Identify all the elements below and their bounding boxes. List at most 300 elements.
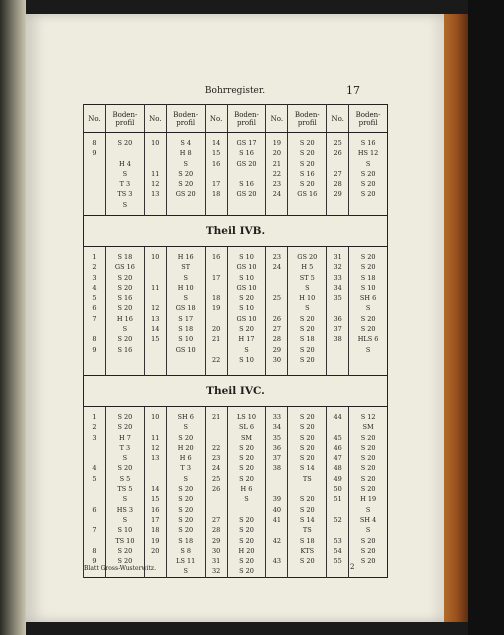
- borehole-number: 44: [333, 413, 342, 421]
- soil-profile: S 10: [360, 283, 376, 292]
- profile-column: [106, 247, 145, 376]
- borehole-number: [206, 283, 227, 293]
- soil-profile: HS 3: [116, 505, 134, 514]
- soil-profile: S 20: [117, 273, 133, 282]
- profile-column: [106, 133, 145, 216]
- number-column: [205, 407, 227, 578]
- borehole-number: 28: [211, 526, 221, 535]
- borehole-number: 34: [272, 423, 282, 432]
- borehole-number: 51: [333, 495, 342, 504]
- borehole-number: 36: [333, 314, 342, 323]
- soil-profile: S 20: [360, 464, 376, 473]
- borehole-number: [266, 484, 287, 494]
- soil-profile: S 20: [299, 149, 315, 158]
- soil-profile: S 12: [360, 413, 376, 421]
- block-row: [84, 247, 388, 376]
- borehole-number: 1: [92, 253, 97, 261]
- soil-profile: S: [122, 495, 128, 504]
- borehole-number: 28: [272, 335, 282, 344]
- soil-profile: S: [365, 345, 371, 354]
- borehole-number: 10: [151, 139, 160, 147]
- borehole-number: [266, 283, 287, 293]
- soil-profile: GS 16: [114, 263, 135, 272]
- soil-profile: S: [122, 515, 128, 524]
- soil-profile: S 20: [239, 567, 254, 576]
- soil-profile: S 20: [299, 314, 315, 323]
- borehole-number: [206, 422, 227, 432]
- borehole-number: 26: [211, 485, 221, 494]
- soil-profile: S 20: [178, 526, 194, 535]
- soil-profile: S: [244, 345, 249, 354]
- soil-profile: S 20: [360, 443, 376, 452]
- borehole-number: [206, 345, 227, 355]
- borehole-number: 52: [333, 515, 342, 524]
- soil-profile: S 20: [299, 495, 315, 504]
- soil-profile: S 14: [299, 515, 315, 524]
- soil-profile: GS 18: [175, 304, 196, 313]
- soil-profile: T 3: [119, 443, 131, 452]
- borehole-number: 15: [211, 149, 221, 158]
- borehole-number: 26: [272, 314, 282, 323]
- borehole-number: 18: [151, 526, 160, 535]
- running-title: Bohrregister.: [204, 86, 266, 96]
- borehole-number: 6: [92, 505, 97, 514]
- soil-profile: S 10: [178, 335, 194, 344]
- borehole-number: 48: [333, 464, 342, 473]
- borehole-number: 5: [92, 474, 97, 483]
- borehole-number: 25: [333, 139, 342, 147]
- borehole-number: [84, 324, 105, 334]
- borehole-number: [145, 474, 166, 484]
- soil-profile: S 20: [299, 413, 315, 421]
- borehole-number: 18: [211, 294, 221, 303]
- soil-profile: S: [122, 454, 128, 463]
- borehole-number: 11: [151, 433, 160, 442]
- number-column: [327, 133, 349, 216]
- borehole-number: [327, 422, 348, 432]
- borehole-number: 42: [272, 536, 282, 545]
- book-page: [26, 14, 444, 622]
- soil-profile: H 4: [118, 159, 131, 168]
- soil-profile: S 20: [239, 557, 254, 566]
- profile-column: [227, 407, 266, 578]
- soil-profile: [106, 148, 144, 158]
- borehole-number: 37: [333, 325, 342, 334]
- soil-profile: S 20: [360, 253, 376, 261]
- number-column: [144, 133, 166, 216]
- number-column: [84, 133, 106, 216]
- soil-profile: S: [183, 273, 188, 282]
- soil-profile: S 20: [299, 505, 315, 514]
- borehole-number: 24: [272, 190, 282, 199]
- soil-profile: S 20: [299, 180, 315, 189]
- profile-column: [166, 133, 205, 216]
- table-header-row: [84, 105, 388, 133]
- soil-profile: GS 10: [236, 263, 257, 272]
- borehole-number: 19: [272, 139, 282, 147]
- soil-profile: S 20: [117, 464, 133, 473]
- soil-profile: S 16: [299, 169, 315, 178]
- soil-profile: SL 6: [239, 423, 254, 432]
- borehole-number: 15: [151, 495, 160, 504]
- soil-profile: S 20: [360, 314, 376, 323]
- borehole-number: 19: [211, 304, 221, 313]
- soil-profile: GS 10: [175, 345, 196, 354]
- soil-profile: S: [365, 304, 371, 313]
- soil-profile: SH 6: [359, 294, 377, 303]
- soil-profile: S 20: [360, 485, 376, 494]
- background: [468, 0, 504, 635]
- borehole-number: 27: [333, 169, 342, 178]
- borehole-number: 14: [151, 325, 160, 334]
- borehole-number: 23: [211, 454, 221, 463]
- soil-profile: S 16: [239, 180, 254, 189]
- soil-profile: S 20: [299, 443, 315, 452]
- profile-column: [288, 247, 327, 376]
- number-column: [205, 247, 227, 376]
- soil-profile: S: [365, 526, 371, 535]
- soil-profile: S 20: [239, 454, 254, 463]
- borehole-number: 2: [92, 263, 97, 272]
- borehole-number: 10: [151, 253, 160, 261]
- soil-profile: S 18: [117, 253, 133, 261]
- borehole-number: 34: [333, 283, 342, 292]
- soil-profile: S 20: [360, 536, 376, 545]
- soil-profile: S 16: [360, 139, 376, 147]
- borehole-number: [206, 505, 227, 515]
- soil-profile: S 20: [360, 454, 376, 463]
- soil-profile: S 8: [180, 546, 192, 555]
- borehole-number: 30: [272, 355, 282, 364]
- borehole-number: 37: [272, 454, 282, 463]
- signature-number: 2: [350, 563, 355, 571]
- borehole-number: 33: [333, 273, 342, 282]
- soil-profile: S 20: [299, 139, 315, 147]
- borehole-number: 23: [272, 253, 282, 261]
- soil-profile: SM: [240, 433, 253, 442]
- soil-profile: S 16: [117, 294, 133, 303]
- borehole-number: 27: [211, 515, 221, 524]
- borehole-number: 50: [333, 485, 342, 494]
- soil-profile: GS 20: [297, 253, 318, 261]
- soil-profile: S 20: [239, 515, 254, 524]
- borehole-number: 1: [92, 413, 97, 421]
- soil-profile: S: [305, 283, 310, 292]
- soil-profile: S 20: [239, 443, 254, 452]
- soil-profile: S 18: [178, 325, 194, 334]
- borehole-number: 32: [333, 263, 342, 272]
- borehole-number: 22: [272, 169, 282, 178]
- soil-profile: S 20: [239, 464, 254, 473]
- soil-profile: H 8: [179, 149, 192, 158]
- soil-profile: S 20: [360, 169, 376, 178]
- soil-profile: HS 12: [357, 149, 379, 158]
- soil-profile: GS 16: [297, 190, 318, 199]
- header-no: No.: [266, 105, 288, 133]
- header-no: No.: [84, 105, 106, 133]
- number-column: [84, 407, 106, 578]
- borehole-number: 8: [92, 335, 97, 344]
- soil-profile: S 20: [299, 454, 315, 463]
- borehole-number: [145, 148, 166, 158]
- soil-profile: S 20: [299, 423, 315, 432]
- soil-profile: S 20: [360, 263, 376, 272]
- soil-profile: S: [365, 159, 371, 168]
- borehole-number: 18: [211, 190, 221, 199]
- soil-profile: H 16: [177, 253, 194, 261]
- borehole-number: [206, 494, 227, 504]
- soil-profile: S: [244, 495, 249, 504]
- borehole-number: 25: [272, 294, 282, 303]
- soil-profile: S 20: [239, 526, 254, 535]
- borehole-number: 25: [211, 474, 221, 483]
- soil-profile: TS 5: [117, 485, 133, 494]
- borehole-number: 3: [92, 433, 97, 442]
- borehole-number: 19: [151, 536, 160, 545]
- soil-profile: S 14: [299, 464, 315, 473]
- borehole-number: 24: [211, 464, 221, 473]
- block-row: [84, 407, 388, 578]
- soil-profile: S 20: [299, 345, 315, 354]
- soil-profile: S 20: [117, 423, 133, 432]
- borehole-number: 35: [333, 294, 342, 303]
- header-profile: Boden-profil: [106, 105, 145, 133]
- soil-profile: SH 4: [359, 515, 377, 524]
- borehole-number: [84, 443, 105, 453]
- section-heading-row: [84, 376, 388, 407]
- soil-profile: S 17: [178, 314, 194, 323]
- profile-column: [106, 407, 145, 578]
- section-heading: Theil IVB.: [84, 216, 388, 247]
- soil-profile: S: [122, 200, 128, 209]
- soil-profile: S 20: [117, 139, 133, 147]
- soil-profile: S 20: [117, 557, 133, 566]
- borehole-number: 47: [333, 454, 342, 463]
- soil-profile: TS: [302, 526, 312, 535]
- sheet-name: Blatt Gross-Wusterwitz.: [84, 565, 156, 572]
- borehole-number: 17: [211, 273, 221, 282]
- soil-profile: S 16: [239, 149, 254, 158]
- borehole-number: 8: [92, 546, 97, 555]
- borehole-number: 9: [92, 345, 97, 354]
- borehole-number: 29: [211, 536, 221, 545]
- borehole-number: [266, 303, 287, 313]
- soil-profile: S 20: [360, 557, 376, 566]
- borehole-number: 20: [151, 546, 160, 555]
- borehole-number: 49: [333, 474, 342, 483]
- soil-profile: S 20: [117, 335, 133, 344]
- soil-profile: T 3: [180, 464, 191, 473]
- borehole-number: 29: [272, 345, 282, 354]
- borehole-number: 13: [151, 190, 160, 199]
- soil-profile: S 20: [239, 294, 254, 303]
- borehole-number: 7: [92, 526, 97, 535]
- soil-profile: TS 3: [117, 190, 133, 199]
- drilling-register-table: [83, 104, 388, 578]
- borehole-number: [327, 505, 348, 515]
- borehole-number: 28: [333, 180, 342, 189]
- number-column: [144, 407, 166, 578]
- soil-profile: S 20: [239, 325, 254, 334]
- header-profile: Boden-profil: [288, 105, 327, 133]
- borehole-number: 55: [333, 557, 342, 566]
- profile-column: [227, 247, 266, 376]
- soil-profile: S 18: [360, 273, 376, 282]
- soil-profile: H 6: [240, 485, 253, 494]
- borehole-number: [145, 159, 166, 169]
- section-heading-row: [84, 216, 388, 247]
- borehole-number: 16: [211, 253, 221, 261]
- soil-profile: S 20: [239, 536, 254, 545]
- soil-profile: [288, 484, 326, 494]
- soil-profile: H 20: [177, 443, 194, 452]
- soil-profile: S 20: [299, 355, 315, 364]
- soil-profile: S 20: [360, 180, 376, 189]
- soil-profile: GS 20: [236, 190, 257, 199]
- soil-profile: KTS: [300, 546, 315, 555]
- soil-profile: S: [183, 474, 188, 483]
- profile-column: [166, 247, 205, 376]
- soil-profile: S 20: [117, 546, 133, 555]
- section-heading: Theil IVC.: [84, 376, 388, 407]
- soil-profile: GS 17: [236, 139, 257, 147]
- soil-profile: S 10: [239, 355, 254, 364]
- borehole-number: [84, 494, 105, 504]
- soil-profile: S: [183, 567, 188, 576]
- borehole-number: [145, 273, 166, 283]
- borehole-number: 11: [151, 283, 160, 292]
- soil-profile: S 20: [178, 505, 194, 514]
- soil-profile: [228, 169, 266, 179]
- number-column: [144, 247, 166, 376]
- borehole-number: 21: [211, 413, 221, 421]
- soil-profile: S 20: [360, 325, 376, 334]
- profile-column: [166, 407, 205, 578]
- borehole-number: 38: [272, 464, 282, 473]
- soil-profile: S 20: [299, 325, 315, 334]
- borehole-number: [84, 453, 105, 463]
- page-number: 17: [346, 84, 360, 97]
- soil-profile: H 17: [238, 335, 255, 344]
- header-profile: Boden-profil: [349, 105, 388, 133]
- soil-profile: LS 10: [236, 413, 257, 421]
- borehole-number: [145, 422, 166, 432]
- left-page-edge: [0, 0, 26, 635]
- borehole-number: 6: [92, 304, 97, 313]
- borehole-number: 27: [272, 325, 282, 334]
- soil-profile: S: [183, 423, 188, 432]
- borehole-number: 3: [92, 273, 97, 282]
- borehole-number: 32: [211, 567, 221, 576]
- borehole-number: 12: [151, 443, 160, 452]
- soil-profile: S 18: [178, 536, 194, 545]
- profile-column: [288, 407, 327, 578]
- soil-profile: S: [122, 325, 128, 334]
- borehole-number: [206, 169, 227, 179]
- borehole-number: [266, 474, 287, 484]
- borehole-number: 24: [272, 263, 282, 272]
- borehole-number: [206, 314, 227, 324]
- soil-profile: S: [122, 169, 128, 178]
- borehole-number: 43: [272, 557, 282, 566]
- soil-profile: T 3: [119, 180, 131, 189]
- soil-profile: S: [183, 159, 188, 168]
- number-column: [266, 133, 288, 216]
- soil-profile: S 20: [178, 515, 194, 524]
- borehole-number: 41: [272, 515, 282, 524]
- borehole-number: [327, 159, 348, 169]
- number-column: [266, 247, 288, 376]
- soil-profile: S 20: [178, 433, 194, 442]
- borehole-number: [266, 273, 287, 283]
- borehole-number: 15: [151, 335, 160, 344]
- soil-profile: SM: [362, 423, 374, 432]
- soil-profile: TS: [302, 474, 312, 483]
- soil-profile: S 10: [239, 253, 254, 261]
- borehole-number: 12: [151, 304, 160, 313]
- soil-profile: S 20: [299, 557, 315, 566]
- soil-profile: S 10: [239, 304, 254, 313]
- soil-profile: S 20: [178, 169, 194, 178]
- soil-profile: S 20: [360, 190, 376, 199]
- borehole-number: 31: [333, 253, 342, 261]
- soil-profile: H 10: [177, 283, 194, 292]
- soil-profile: [228, 505, 266, 515]
- soil-profile: S 20: [178, 485, 194, 494]
- borehole-number: 26: [333, 149, 342, 158]
- soil-profile: S 10: [239, 273, 254, 282]
- borehole-number: [145, 293, 166, 303]
- borehole-number: 16: [211, 159, 221, 168]
- number-column: [84, 247, 106, 376]
- borehole-number: 13: [151, 314, 160, 323]
- borehole-number: [266, 525, 287, 535]
- borehole-number: [206, 262, 227, 272]
- borehole-number: [84, 484, 105, 494]
- borehole-number: 29: [333, 190, 342, 199]
- page-header: [26, 84, 444, 98]
- soil-profile: LS 11: [176, 557, 196, 566]
- borehole-number: 21: [211, 335, 221, 344]
- block-row: [84, 133, 388, 216]
- soil-profile: HLS 6: [357, 335, 379, 344]
- soil-profile: H 7: [118, 433, 131, 442]
- profile-column: [349, 247, 388, 376]
- soil-profile: S 20: [117, 304, 133, 313]
- borehole-number: 39: [272, 495, 282, 504]
- borehole-number: [327, 303, 348, 313]
- soil-profile: S 20: [299, 433, 315, 442]
- borehole-number: 8: [92, 139, 97, 147]
- borehole-number: [145, 262, 166, 272]
- soil-profile: S 20: [239, 474, 254, 483]
- soil-profile: H 6: [179, 454, 192, 463]
- soil-profile: TS 10: [115, 536, 135, 545]
- soil-profile: S 20: [178, 495, 194, 504]
- borehole-number: 9: [92, 149, 97, 158]
- borehole-number: 22: [211, 443, 221, 452]
- soil-profile: S 20: [178, 180, 194, 189]
- borehole-number: 5: [92, 294, 97, 303]
- number-column: [327, 247, 349, 376]
- borehole-number: 14: [211, 139, 221, 147]
- borehole-number: 9: [92, 557, 97, 566]
- borehole-number: 20: [211, 325, 221, 334]
- soil-profile: S: [305, 304, 310, 313]
- borehole-number: 45: [333, 433, 342, 442]
- soil-profile: GS 20: [175, 190, 196, 199]
- borehole-number: 35: [272, 433, 282, 442]
